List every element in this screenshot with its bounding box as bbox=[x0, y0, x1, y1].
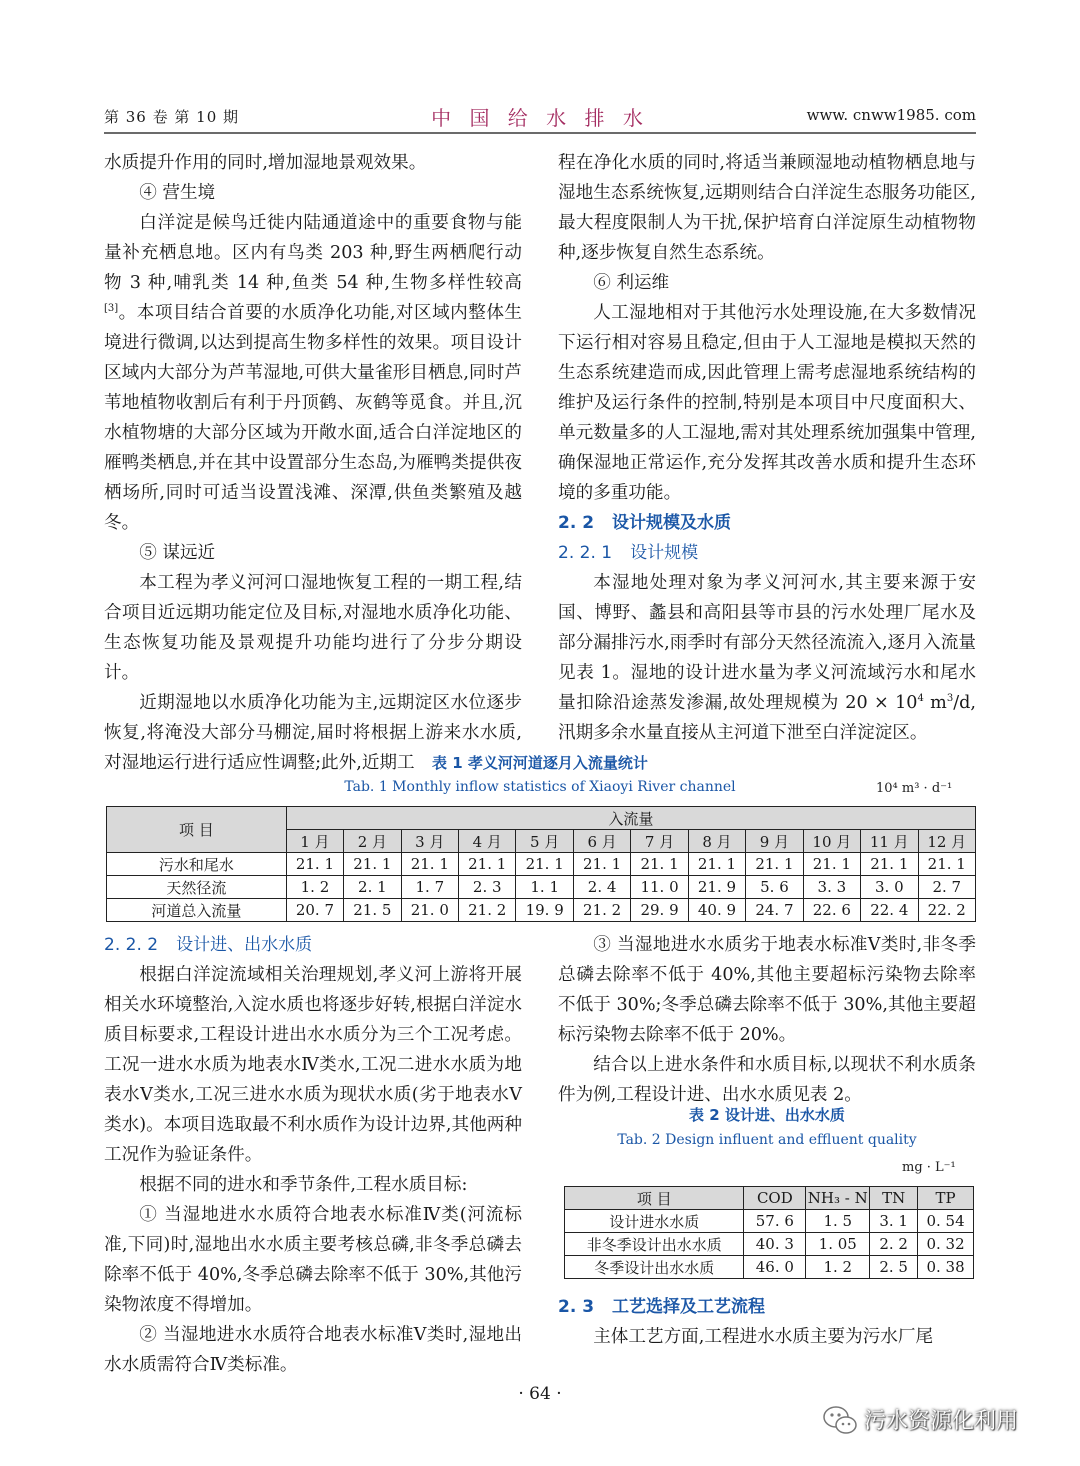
table-cell: 1. 05 bbox=[806, 1233, 870, 1256]
table-row bbox=[565, 1210, 974, 1233]
table-cell: 21. 1 bbox=[516, 853, 573, 876]
table-cell: 3. 1 bbox=[870, 1210, 918, 1233]
page-number: · 64 · bbox=[518, 1384, 562, 1404]
table-cell: 19. 9 bbox=[516, 899, 573, 922]
table-cell: 21. 1 bbox=[631, 853, 688, 876]
wechat-icon bbox=[822, 1404, 858, 1438]
row-label: 冬季设计出水水质 bbox=[565, 1256, 744, 1279]
table-row bbox=[107, 899, 976, 922]
subheading-operation: ⑥ 利运维 bbox=[593, 273, 670, 293]
table-cell: 21. 9 bbox=[688, 876, 745, 899]
paragraph: 根据不同的进水和季节条件,工程水质目标: bbox=[139, 1175, 468, 1195]
table-row bbox=[565, 1233, 974, 1256]
subheading-planning: ⑤ 谋远近 bbox=[139, 543, 216, 563]
journal-website: www. cnww1985. com bbox=[806, 106, 976, 124]
table-cell: 22. 2 bbox=[918, 899, 975, 922]
table-cell: 2. 7 bbox=[918, 876, 975, 899]
table-cell: 21. 1 bbox=[344, 853, 401, 876]
table2-caption-cn: 表 2 设计进、出水水质 bbox=[689, 1106, 845, 1124]
table-cell: 22. 6 bbox=[803, 899, 860, 922]
watermark-text: 污水资源化利用 bbox=[864, 1409, 1019, 1434]
header-rule bbox=[104, 132, 976, 134]
journal-title: 中 国 给 水 排 水 bbox=[431, 106, 649, 130]
column-header: TN bbox=[870, 1187, 918, 1210]
table-cell: 0. 32 bbox=[918, 1233, 974, 1256]
paragraph: 主体工艺方面,工程进水水质主要为污水厂尾 bbox=[593, 1327, 934, 1347]
page-header bbox=[104, 100, 976, 134]
table-cell: 21. 2 bbox=[459, 899, 516, 922]
volume-issue: 第 36 卷 第 10 期 bbox=[104, 108, 240, 126]
table-cell: 21. 0 bbox=[401, 899, 458, 922]
month-header: 9 月 bbox=[746, 830, 803, 853]
month-header: 12 月 bbox=[918, 830, 975, 853]
table-cell: 0. 54 bbox=[918, 1210, 974, 1233]
table-row bbox=[107, 876, 976, 899]
table-cell: 21. 5 bbox=[344, 899, 401, 922]
row-label: 污水和尾水 bbox=[107, 853, 287, 876]
subheading-habitat: ④ 营生境 bbox=[139, 183, 216, 203]
table-cell: 40. 3 bbox=[744, 1233, 806, 1256]
table-cell: 22. 4 bbox=[861, 899, 918, 922]
table-cell: 57. 6 bbox=[744, 1210, 806, 1233]
section-heading-2-2-1: 2. 2. 1 设计规模 bbox=[558, 543, 699, 563]
month-header: 1 月 bbox=[286, 830, 343, 853]
row-label: 天然径流 bbox=[107, 876, 287, 899]
table-cell: 21. 1 bbox=[918, 853, 975, 876]
month-header: 7 月 bbox=[631, 830, 688, 853]
month-header: 4 月 bbox=[459, 830, 516, 853]
paragraph: 结合以上进水条件和水质目标,以现状不利水质条件为例,工程设计进、出水水质见表 2。 bbox=[558, 1055, 976, 1105]
table-cell: 2. 3 bbox=[459, 876, 516, 899]
left-column-upper bbox=[104, 148, 522, 778]
month-header: 3 月 bbox=[401, 830, 458, 853]
table-cell: 46. 0 bbox=[744, 1256, 806, 1279]
table-cell: 1. 2 bbox=[806, 1256, 870, 1279]
paragraph: 近期湿地以水质净化功能为主,远期淀区水位逐步恢复,将淹没大部分马棚淀,届时将根据上游来水水质,对湿地运行进行适应性调整;此外,近期工 bbox=[104, 693, 522, 773]
water-quality-table bbox=[564, 1186, 974, 1279]
table-cell: 21. 1 bbox=[688, 853, 745, 876]
month-header: 5 月 bbox=[516, 830, 573, 853]
inflow-table bbox=[106, 806, 976, 922]
column-header: NH₃ - N bbox=[806, 1187, 870, 1210]
month-header: 8 月 bbox=[688, 830, 745, 853]
table-cell: 21. 1 bbox=[573, 853, 630, 876]
column-header: TP bbox=[918, 1187, 974, 1210]
paragraph: 根据白洋淀流域相关治理规划,孝义河上游将开展相关水环境整治,入淀水质也将逐步好转,根据白洋淀水质目标要求,工程设计进出水水质分为三个工况考虑。工况一进水水质为地表水Ⅳ类水,工况二进水水质为地表水Ⅴ类水,工况三进水水质为现状水质(劣于地表水Ⅴ类水)。本项目选取最不利水质作为设计边界,其他两种工况作为验证条件。 bbox=[104, 965, 522, 1165]
table-cell: 3. 3 bbox=[803, 876, 860, 899]
table1-unit: 10⁴ m³ · d⁻¹ bbox=[876, 781, 953, 796]
section-heading-2-3: 2. 3 工艺选择及工艺流程 bbox=[558, 1297, 766, 1317]
table-cell: 21. 1 bbox=[803, 853, 860, 876]
table-cell: 21. 2 bbox=[573, 899, 630, 922]
row-label: 河道总入流量 bbox=[107, 899, 287, 922]
right-column-lower-top bbox=[558, 930, 976, 1110]
table-row bbox=[565, 1256, 974, 1279]
item-header: 项 目 bbox=[107, 807, 287, 853]
table1-caption-en: Tab. 1 Monthly inflow statistics of Xiaoyi River channel bbox=[344, 779, 736, 795]
table-cell: 21. 1 bbox=[286, 853, 343, 876]
table-cell: 21. 1 bbox=[401, 853, 458, 876]
table-cell: 21. 1 bbox=[459, 853, 516, 876]
inflow-group-header: 入流量 bbox=[286, 807, 975, 830]
table-cell: 3. 0 bbox=[861, 876, 918, 899]
table-cell: 0. 38 bbox=[918, 1256, 974, 1279]
paragraph: ② 当湿地进水水质符合地表水标准Ⅴ类时,湿地出水水质需符合Ⅳ类标准。 bbox=[104, 1325, 522, 1375]
paragraph: 水质提升作用的同时,增加湿地景观效果。 bbox=[104, 153, 427, 173]
section-heading-2-2-2: 2. 2. 2 设计进、出水水质 bbox=[104, 935, 313, 955]
month-header: 6 月 bbox=[573, 830, 630, 853]
table-cell: 24. 7 bbox=[746, 899, 803, 922]
table2-unit: mg · L⁻¹ bbox=[902, 1160, 956, 1175]
table-row bbox=[107, 853, 976, 876]
paragraph: 程在净化水质的同时,将适当兼顾湿地动植物栖息地与湿地生态系统恢复,远期则结合白洋淀生态服务功能区,最大程度限制人为干扰,保护培育白洋淀原生动植物物种,逐步恢复自然生态系统。 bbox=[558, 153, 976, 263]
paragraph: 本工程为孝义河河口湿地恢复工程的一期工程,结合项目近远期功能定位及目标,对湿地水质净化功能、生态恢复功能及景观提升功能均进行了分步分期设计。 bbox=[104, 573, 522, 683]
table-cell: 21. 1 bbox=[746, 853, 803, 876]
citation[interactable]: [3] bbox=[104, 303, 119, 315]
row-label: 设计进水水质 bbox=[565, 1210, 744, 1233]
table-cell: 1. 7 bbox=[401, 876, 458, 899]
table-cell: 1. 2 bbox=[286, 876, 343, 899]
column-header: 项 目 bbox=[565, 1187, 744, 1210]
table-cell: 29. 9 bbox=[631, 899, 688, 922]
table-cell: 1. 5 bbox=[806, 1210, 870, 1233]
table-cell: 2. 2 bbox=[870, 1233, 918, 1256]
table-cell: 2. 5 bbox=[870, 1256, 918, 1279]
table-cell: 40. 9 bbox=[688, 899, 745, 922]
table-cell: 1. 1 bbox=[516, 876, 573, 899]
table1-caption-cn: 表 1 孝义河河道逐月入流量统计 bbox=[432, 754, 648, 772]
table-cell: 5. 6 bbox=[746, 876, 803, 899]
paragraph: 白洋淀是候鸟迁徙内陆通道途中的重要食物与能量补充栖息地。区内有鸟类 203 种,野生两栖爬行动物 3 种,哺乳类 14 种,鱼类 54 种,生物多样性较高[3]。本项目结合首要的水质净化功能,对区域内整体生境进行微调,以达到提高生物多样性的效果。项目设计区域内大部分为芦苇湿地,可供大量雀形目栖息,同时芦苇地植物收割后有利于丹顶鹤、灰鹤等觅食。并且,沉水植物塘的大部分区域为开敞水面,适合白洋淀地区的雁鸭类栖息,并在其中设置部分生态岛,为雁鸭类提供夜栖场所,同时可适当设置浅滩、深潭,供鱼类繁殖及越冬。 bbox=[104, 213, 522, 533]
table-cell: 20. 7 bbox=[286, 899, 343, 922]
month-header: 10 月 bbox=[803, 830, 860, 853]
row-label: 非冬季设计出水水质 bbox=[565, 1233, 744, 1256]
table-cell: 11. 0 bbox=[631, 876, 688, 899]
watermark bbox=[822, 1400, 1062, 1440]
paragraph: 人工湿地相对于其他污水处理设施,在大多数情况下运行相对容易且稳定,但由于人工湿地是模拟天然的生态系统建造而成,因此管理上需考虑湿地系统结构的维护及运行条件的控制,特别是本项目中尺度面积大、单元数量多的人工湿地,需对其处理系统加强集中管理,确保湿地正常运作,充分发挥其改善水质和提升生态环境的多重功能。 bbox=[558, 303, 976, 503]
table-cell: 2. 4 bbox=[573, 876, 630, 899]
paragraph: ① 当湿地进水水质符合地表水标准Ⅳ类(河流标准,下同)时,湿地出水水质主要考核总磷,非冬季总磷去除率不低于 40%,冬季总磷去除率不低于 30%,其他污染物浓度不得增加。 bbox=[104, 1205, 522, 1315]
month-header: 2 月 bbox=[344, 830, 401, 853]
right-column-lower-bottom bbox=[558, 1292, 976, 1352]
table-cell: 2. 1 bbox=[344, 876, 401, 899]
paragraph: ③ 当湿地进水水质劣于地表水标准Ⅴ类时,非冬季总磷去除率不低于 40%,其他主要超标污染物去除率不低于 30%;冬季总磷去除率不低于 30%,其他主要超标污染物去除率不低于 20%。 bbox=[558, 935, 976, 1045]
column-header: COD bbox=[744, 1187, 806, 1210]
right-column-upper bbox=[558, 148, 976, 748]
left-column-lower bbox=[104, 930, 522, 1380]
table-cell: 21. 1 bbox=[861, 853, 918, 876]
table2-caption-en: Tab. 2 Design influent and effluent quality bbox=[617, 1132, 917, 1148]
section-heading-2-2: 2. 2 设计规模及水质 bbox=[558, 513, 732, 533]
paragraph: 本湿地处理对象为孝义河河水,其主要来源于安国、博野、蠡县和高阳县等市县的污水处理厂尾水及部分漏排污水,雨季时有部分天然径流流入,逐月入流量见表 1。湿地的设计进水量为孝义河流域污水和尾水量扣除沿途蒸发渗漏,故处理规模为 $20 \times 10^4$ $m^3/d$,汛期多余水量直接从主河道下泄至白洋淀淀区。 bbox=[558, 573, 976, 743]
month-header: 11 月 bbox=[861, 830, 918, 853]
